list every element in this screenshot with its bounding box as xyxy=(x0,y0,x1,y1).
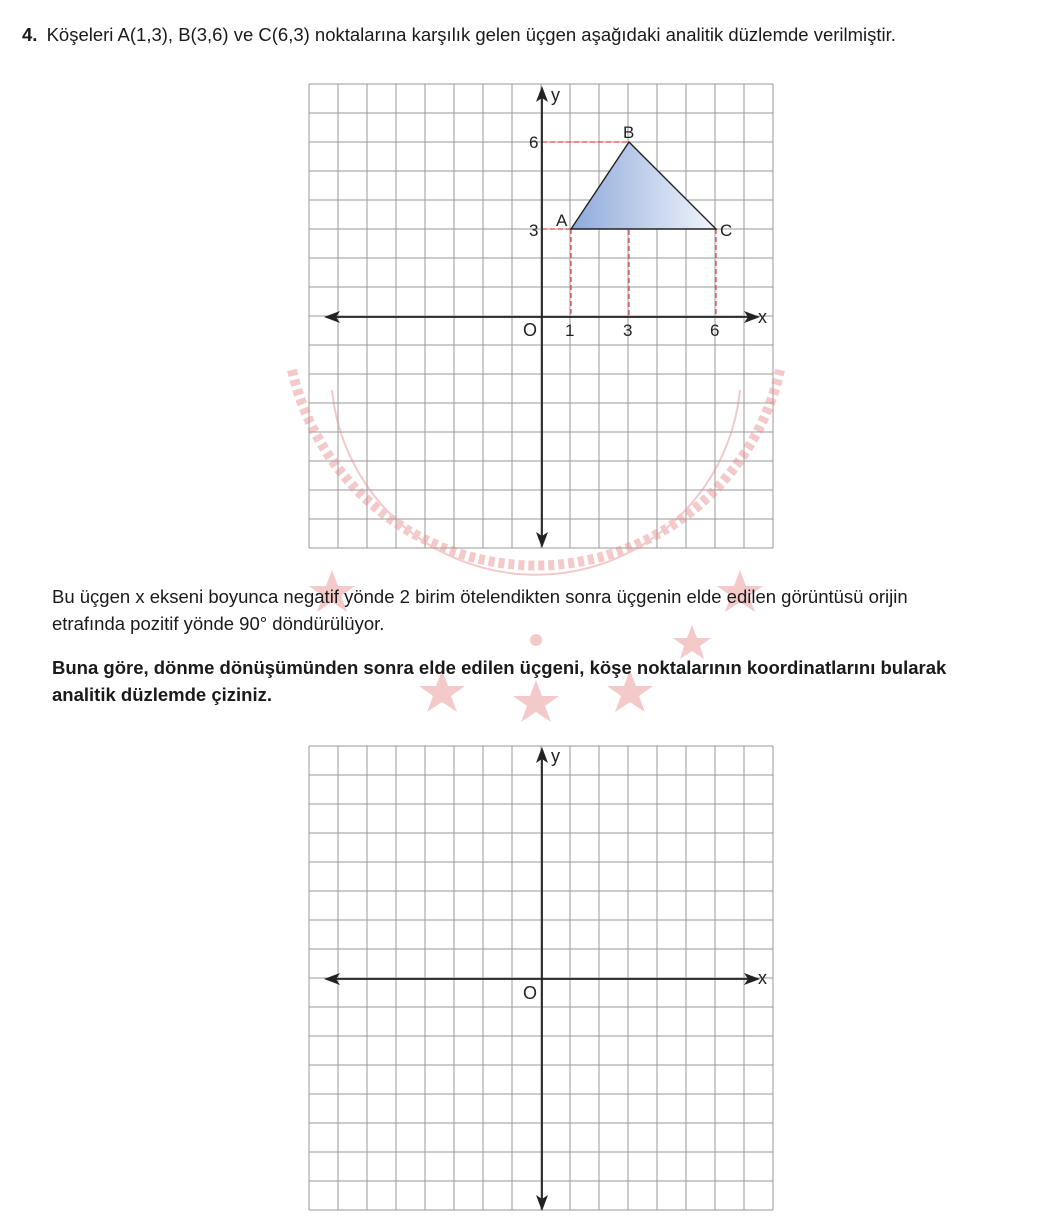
instruction-line: analitik düzlemde çiziniz. xyxy=(52,684,272,705)
task-instruction xyxy=(52,654,1042,708)
grid-lines xyxy=(309,746,773,1210)
vertex-a-label: A xyxy=(556,211,568,230)
origin-label: O xyxy=(523,320,538,340)
paragraph-line: Bu üçgen x ekseni boyunca negatif yönde 2 birim ötelendikten sonra üçgenin elde edilen görüntüsü orijin xyxy=(52,586,908,607)
origin-label: O xyxy=(523,983,538,1003)
question-number: 4. xyxy=(22,24,38,45)
coordinate-plane-answer[interactable] xyxy=(300,740,785,1222)
coordinate-plane-given xyxy=(300,78,785,556)
x-tick-label-3: 3 xyxy=(623,321,633,340)
instruction-line: Buna göre, dönme dönüşümünden sonra elde edilen üçgeni, köşe noktalarının koordinatlarını bularak xyxy=(52,657,947,678)
vertex-b-label: B xyxy=(623,123,635,142)
paragraph-line: etrafında pozitif yönde 90° döndürülüyor. xyxy=(52,613,385,634)
grid-lines xyxy=(309,84,773,548)
x-axis-label: x xyxy=(758,968,767,988)
y-tick-label-3: 3 xyxy=(529,221,539,240)
transformation-description xyxy=(52,583,1042,637)
x-axis-label: x xyxy=(758,307,767,327)
x-tick-label-6: 6 xyxy=(710,321,720,340)
x-tick-label-1: 1 xyxy=(565,321,575,340)
y-tick-label-6: 6 xyxy=(529,133,539,152)
question-header xyxy=(22,24,896,46)
triangle-abc xyxy=(571,142,716,229)
y-axis-label: y xyxy=(551,746,560,766)
vertex-c-label: C xyxy=(720,221,733,240)
question-text: Köşeleri A(1,3), B(3,6) ve C(6,3) noktalarına karşılık gelen üçgen aşağıdaki analitik düzlemde verilmiştir. xyxy=(46,24,896,45)
y-axis-label: y xyxy=(551,85,560,105)
